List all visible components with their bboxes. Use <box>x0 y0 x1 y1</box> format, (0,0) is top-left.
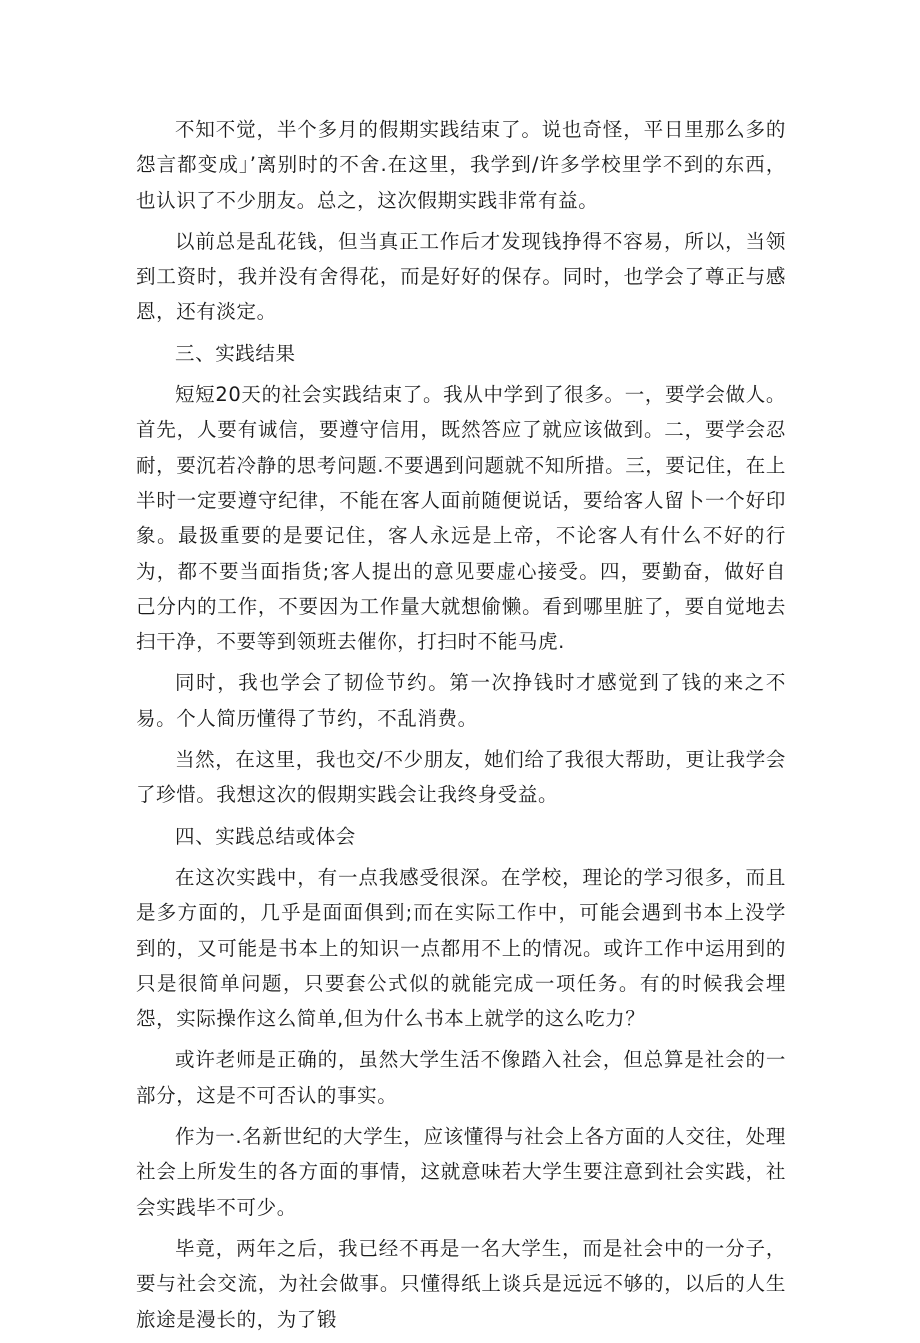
paragraph: 当然，在这里，我也交/不少朋友，她们给了我很大帮助，更让我学会了珍惜。我想这次的假期实践会让我终身受益。 <box>136 748 786 807</box>
paragraph: 毕竟，两年之后，我已经不再是一名大学生，而是社会中的一分子，要与社会交流，为社会做事。只懂得纸上谈兵是远远不够的，以后的人生旅途是漫长的，为了锻 <box>136 1236 786 1331</box>
paragraph: 同时，我也学会了韧俭节约。第一次挣钱时才感觉到了钱的来之不易。个人简历懂得了节约，不乱消费。 <box>136 671 786 730</box>
paragraph: 短短20天的社会实践结束了。我从中学到了很多。一，要学会做人。首先，人要有诚信，要遵守信用，既然答应了就应该做到。二，要学会忍耐，要沉若冷静的思考问题.不要遇到问题就不知所措。三，要记住，在上半时一定要遵守纪律，不能在客人面前随便说话，要给客人留卜一个好印象。最扱重要的是要记住，客人永远是上帝，不论客人有什么不好的行为，都不要当面指货;客人提出的意见要虚心接受。四，要勤奋，做好自己分内的工作，不要因为工作量大就想偷懒。看到哪里脏了，要自觉地去扫干净，不要等到领班去催你，打扫时不能马虎. <box>136 383 786 654</box>
paragraph: 作为一.名新世纪的大学生，应该懂得与社会上各方面的人交往，处理社会上所发生的各方面的事情，这就意味若大学生要注意到社会实践，社会实践毕不可少。 <box>136 1125 786 1219</box>
paragraph: 或许老师是正确的，虽然大学生活不像踏入社会，但总算是社会的一部分，这是不可否认的事实。 <box>136 1048 786 1107</box>
section-heading: 四、实践总结或体会 <box>175 824 356 848</box>
paragraph: 以前总是乱花钱，但当真正工作后才发现钱挣得不容易，所以，当领到工资时，我并没有舍得花，而是好好的保存。同时，也学会了尊正与感恩，还有淡定。 <box>136 229 786 324</box>
paragraph: 不知不觉，半个多月的假期实践结束了。说也奇怪，平日里那么多的怨言都变成」’离别时的不舍.在这里，我学到/许多学校里学不到的东西，也认识了不少朋友。总之，这次假期实践非常有益。 <box>136 118 786 212</box>
document-body <box>136 112 786 1343</box>
paragraph: 在这次实践中，有一点我感受很深。在学校，理论的学习很多，而且是多方面的，几乎是面面俱到;而在实际工作中，可能会遇到书本上没学到的，又可能是书本上的知识一点都用不上的情况。或许工作中运用到的只是很简单问题，只要套公式似的就能完成一项任务。有的时候我会埋怨，实际操作这么简单,但为什么书本上就学的这么吃力？ <box>136 865 786 1031</box>
section-heading: 三、实践结果 <box>175 341 296 365</box>
